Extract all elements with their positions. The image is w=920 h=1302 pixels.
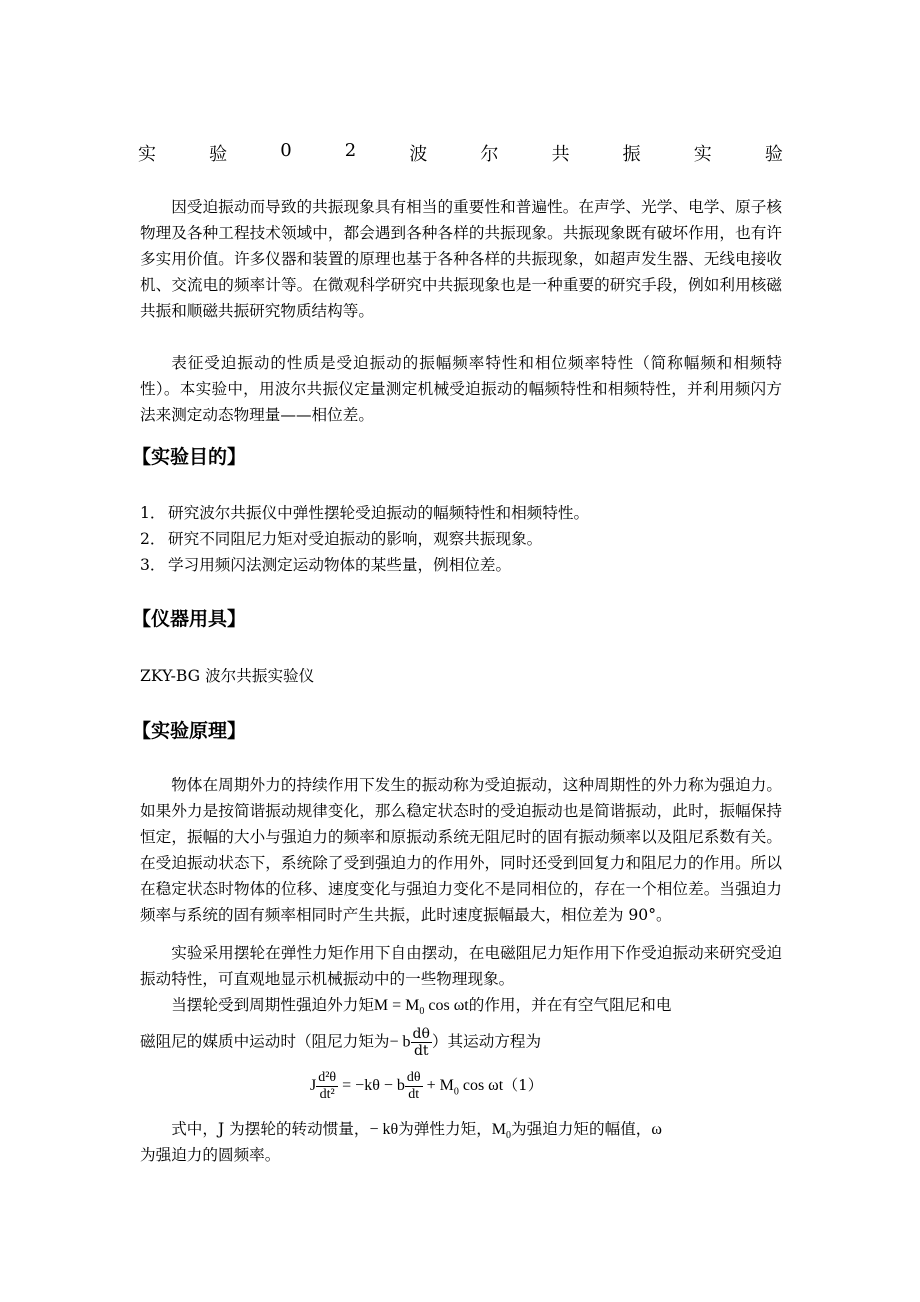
title-char: 尔: [480, 144, 499, 165]
text-span: 为弹性力矩，: [398, 1120, 492, 1138]
text-span: 的作用，并在有空气阻尼和电: [468, 996, 672, 1014]
fraction-dtheta-dt: [411, 1026, 432, 1059]
apparatus-text: ZKY-BG 波尔共振实验仪: [140, 667, 315, 685]
title-char: 共: [551, 144, 570, 165]
title-char: 2: [344, 140, 357, 161]
subscript: 0: [506, 1130, 512, 1142]
principle-paragraph-2: 实验采用摆轮在弹性力矩作用下自由摆动，在电磁阻尼力矩作用下作受迫振动来研究受迫振动特性，可直观地显示机械振动中的一些物理现象。: [140, 944, 782, 988]
list-item: [140, 552, 780, 578]
title-char: 实: [138, 144, 156, 165]
formula-m0: [491, 1121, 512, 1142]
section-heading-apparatus: 【仪器用具】: [132, 608, 247, 630]
subscript: 0: [419, 1006, 425, 1018]
title-char: 振: [622, 144, 641, 165]
formula-part: = −kθ − b: [342, 1077, 405, 1095]
list-text: 研究波尔共振仪中弹性摆轮受迫振动的幅频特性和相频特性。: [168, 504, 590, 522]
list-item: [140, 526, 780, 552]
principle-line-damping: [140, 1026, 782, 1059]
equation-label: （1）: [503, 1076, 543, 1095]
fraction-numerator: dθ: [406, 1070, 421, 1085]
intro-paragraph-1: 因受迫振动而导致的共振现象具有相当的重要性和普遍性。在声学、光学、电学、原子核物理及各种工程技术领域中，都会遇到各种各样的共振现象。共振现象既有破坏作用，也有许多实用价值。许多仪器和装置的原理也基于各种各样的共振现象，如超声发生器、无线电接收机、交流电的频率计等。在微观科学研究中共振现象也是一种重要的研究手段，例如利用核磁共振和顺磁共振研究物质结构等。: [140, 198, 782, 320]
formula-torque: [373, 997, 469, 1018]
formula-part: − b: [389, 1033, 411, 1051]
equation-1: [310, 1070, 543, 1103]
text-span: 当摆轮受到周期性强迫外力矩: [171, 996, 374, 1014]
fraction-numerator: d²θ: [318, 1070, 337, 1085]
section-heading-purpose: 【实验目的】: [132, 446, 247, 468]
principle-paragraph-1: 物体在周期外力的持续作用下发生的振动称为受迫振动，这种周期性的外力称为强迫力。如果外力是按简谐振动规律变化，那么稳定状态时的受迫振动也是简谐振动，此时，振幅保持恒定，振幅的大小与强迫力的频率和原振动系统无阻尼时的固有振动频率以及阻尼系数有关。在受迫振动状态下，系统除了受到强迫力的作用外，同时还受到回复力和阻尼力的作用。所以在稳定状态时物体的位移、速度变化与强迫力变化不是同相位的，存在一个相位差。当强迫力频率与系统的固有频率相同时产生共振，此时速度振幅最大，相位差为 90°。: [140, 776, 782, 924]
formula-part: cos ωt: [458, 1077, 504, 1095]
list-item: [140, 500, 780, 526]
fraction-d2theta-dt2: [316, 1070, 338, 1103]
formula-part: ω: [651, 1121, 662, 1138]
formula-part: J: [310, 1077, 317, 1095]
list-text: 研究不同阻尼力矩对受迫振动的影响，观察共振现象。: [168, 530, 543, 548]
formula-part: + M: [426, 1077, 454, 1095]
purpose-list: [140, 500, 780, 578]
text-span: ）其运动方程为: [431, 1032, 542, 1051]
list-text: 学习用频闪法测定运动物体的某些量，例相位差。: [168, 556, 512, 574]
formula-part: cos ωt: [424, 997, 469, 1014]
principle-paragraph-6: 为强迫力的圆频率。: [140, 1146, 281, 1164]
list-number: 2．: [140, 530, 166, 548]
fraction-denominator: dt²: [319, 1087, 335, 1102]
title-char: 波: [409, 144, 428, 165]
fraction-denominator: dt: [408, 1087, 420, 1102]
text-span: 磁阻尼的媒质中运动时（阻尼力矩为: [140, 1032, 390, 1051]
fraction-dtheta-dt: [405, 1070, 423, 1103]
title-char: 验: [209, 144, 228, 165]
title-char: 0: [280, 140, 292, 161]
title-char: 实: [693, 144, 712, 165]
fraction-numerator: dθ: [412, 1026, 430, 1042]
text-span: 为强迫力矩的幅值，: [511, 1120, 652, 1138]
formula-part: − kθ: [369, 1121, 399, 1138]
formula-part: M = M: [373, 997, 420, 1014]
subscript: 0: [453, 1086, 459, 1098]
list-number: 3．: [140, 556, 166, 574]
title-char: 验: [764, 144, 783, 165]
formula-part: M: [491, 1121, 507, 1138]
principle-paragraph-3: [140, 992, 782, 1025]
fraction-denominator: dt: [413, 1043, 429, 1059]
intro-paragraph-2: 表征受迫振动的性质是受迫振动的振幅频率特性和相位频率特性（简称幅频和相频特性）。本实验中，用波尔共振仪定量测定机械受迫振动的幅频特性和相频特性，并利用频闪方法来测定动态物理量——相位差。: [140, 354, 782, 424]
page-title: [138, 140, 783, 166]
list-number: 1．: [140, 504, 166, 522]
text-span: 式中，J 为摆轮的转动惯量，: [171, 1120, 370, 1138]
section-heading-principle: 【实验原理】: [132, 720, 247, 742]
